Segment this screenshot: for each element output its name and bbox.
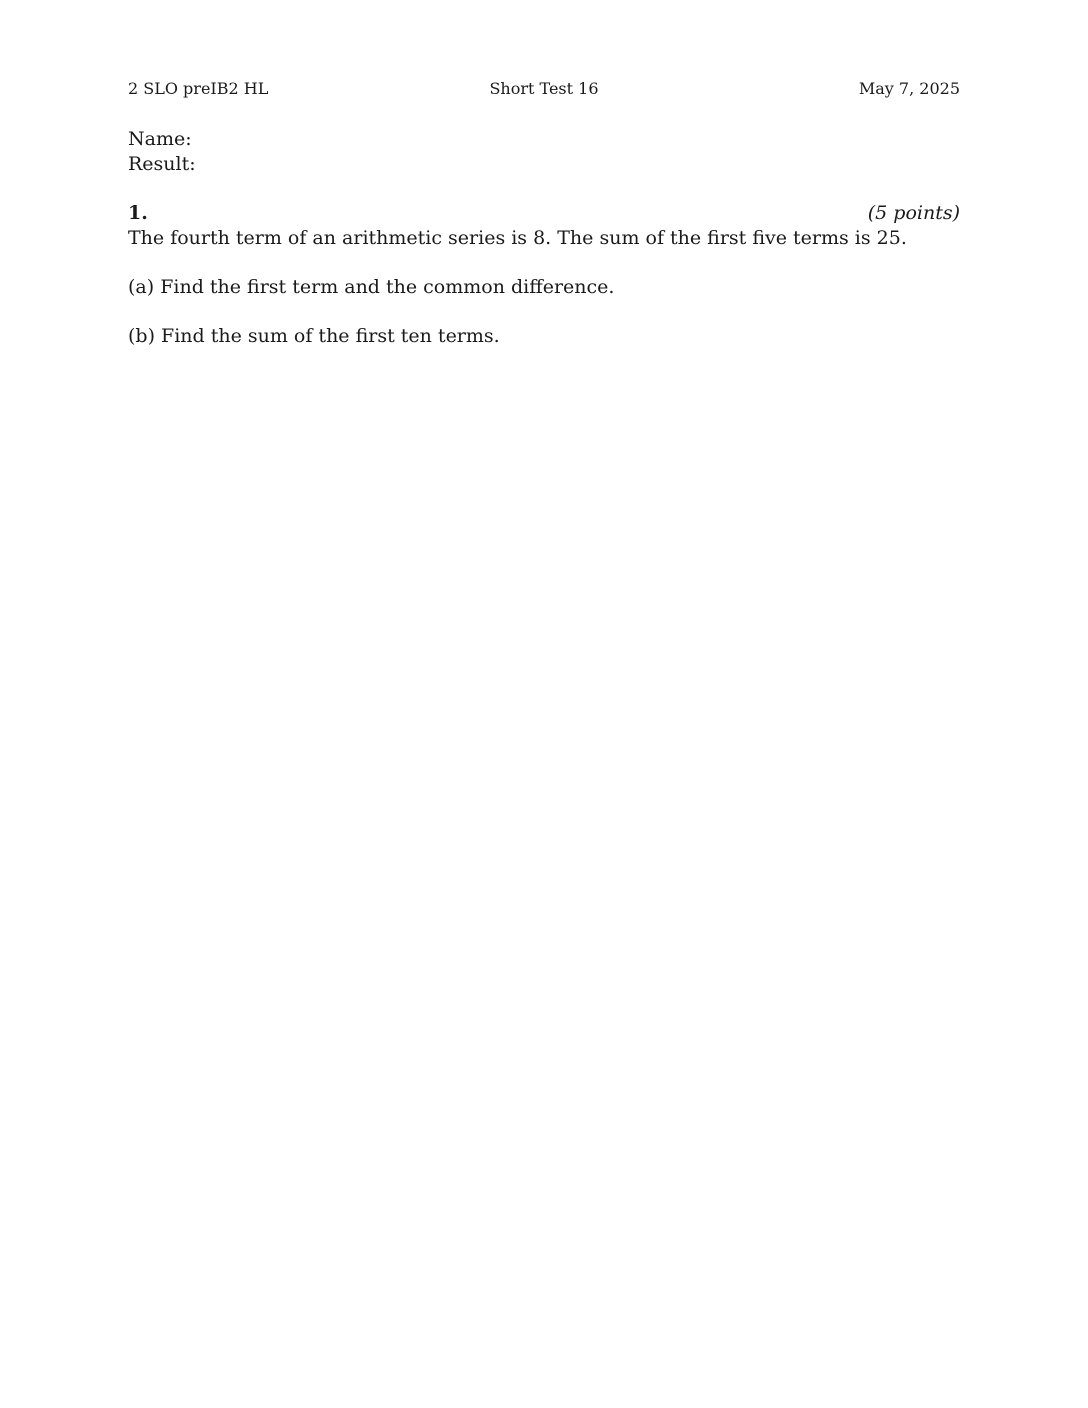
question-points: (5 points) — [867, 202, 960, 224]
page-header — [128, 78, 960, 100]
question-part-b: (b) Find the sum of the first ten terms. — [128, 325, 500, 347]
question-number: 1. — [128, 202, 148, 224]
test-title: Short Test 16 — [489, 79, 599, 98]
question-header — [128, 201, 960, 226]
question-1 — [128, 201, 960, 349]
test-date: May 7, 2025 — [858, 79, 960, 98]
question-part-a: (a) Find the first term and the common difference. — [128, 276, 615, 298]
name-field-label: Name: — [128, 128, 192, 150]
result-field-label: Result: — [128, 153, 196, 175]
question-stem: The fourth term of an arithmetic series is 8. The sum of the first five terms is 25. — [128, 227, 907, 249]
class-label: 2 SLO preIB2 HL — [128, 79, 269, 98]
student-fields — [128, 127, 196, 177]
